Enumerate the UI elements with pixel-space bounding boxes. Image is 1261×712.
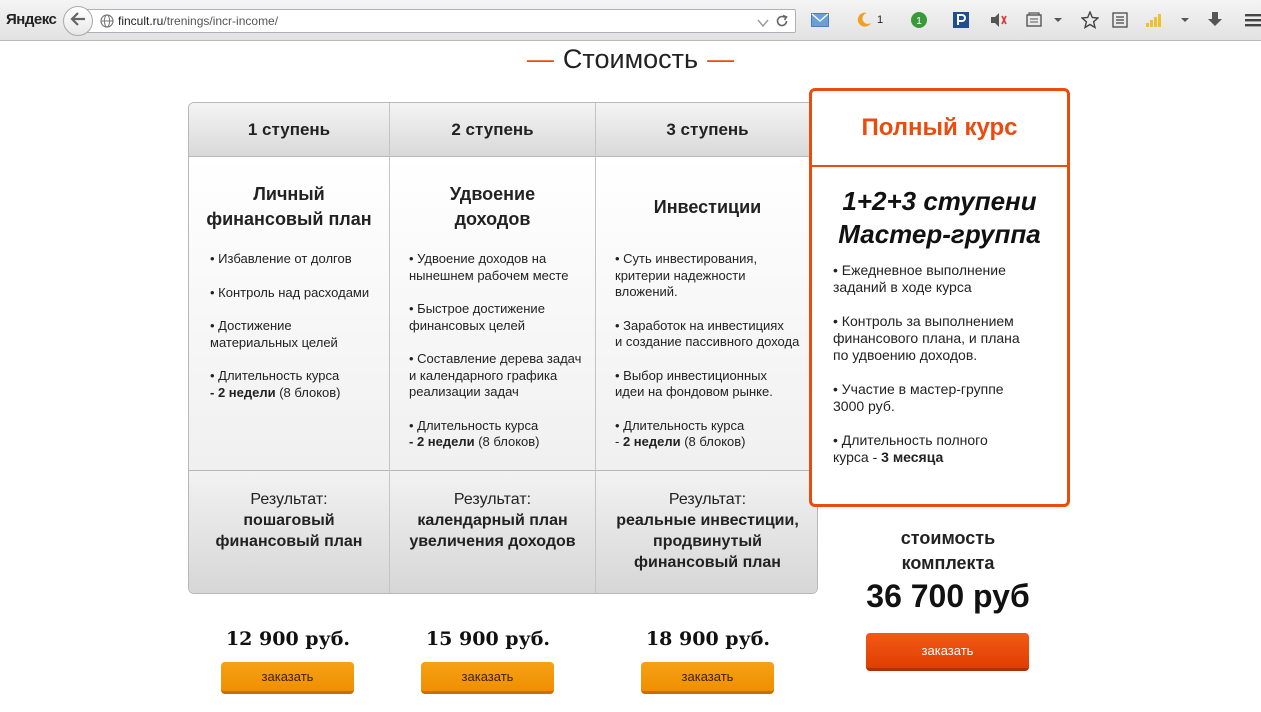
step-column [390, 103, 596, 593]
step-header: 3 ступень [596, 103, 818, 157]
bundle-price: 36 700 руб [866, 578, 1030, 614]
full-course-title: Полный курс [812, 91, 1067, 167]
list-item: • Ежедневное выполнение заданий в ходе курса [833, 262, 1006, 295]
step-body [189, 157, 389, 471]
moon-icon[interactable]: 1 [855, 10, 883, 30]
duration-item: • Длительность полного курса - 3 месяца [833, 432, 988, 465]
step-price: 12 900 руб. [225, 628, 351, 650]
mail-icon[interactable] [811, 10, 829, 30]
address-bar[interactable] [80, 9, 796, 33]
speaker-icon[interactable] [989, 10, 1007, 30]
order-step-2-button[interactable]: заказать [421, 662, 554, 694]
reload-icon[interactable] [775, 14, 789, 33]
duration-item: • Длительность курса - 2 недели (8 блоков) [210, 368, 341, 400]
reader-icon[interactable] [1112, 10, 1128, 30]
step-result: Результат: пошаговый финансовый план [189, 471, 389, 594]
order-step-3-button[interactable]: заказать [641, 662, 774, 694]
list-item: • Быстрое достижение финансовых целей [409, 301, 545, 333]
step-header: 2 ступень [390, 103, 595, 157]
step-title: Удвоение доходов [449, 184, 536, 229]
step-title: Личный финансовый план [206, 184, 372, 229]
list-item: • Избавление от долгов [210, 251, 352, 266]
step-body [390, 157, 595, 471]
star-icon[interactable] [1081, 10, 1099, 30]
step-column [596, 103, 818, 593]
browser-brand-logo[interactable]: Яндекс [6, 11, 57, 28]
step-bullets [615, 251, 799, 451]
list-item: • Составление дерева задач и календарного графика реализации задач [409, 351, 582, 399]
order-step-1-button[interactable]: заказать [221, 662, 354, 694]
menu-icon[interactable] [1245, 10, 1261, 30]
full-course-card [809, 88, 1070, 507]
download-icon[interactable] [1207, 10, 1223, 30]
list-item: • Контроль над расходами [210, 284, 370, 300]
list-item: • Удвоение доходов на нынешнем рабочем месте [409, 251, 569, 283]
list-item: • Достижение материальных целей [210, 318, 338, 350]
step-bullets [409, 251, 581, 451]
dropdown-arrow-icon[interactable] [757, 15, 769, 33]
step-column [189, 103, 390, 593]
steps-table [188, 102, 818, 594]
step-bullets [210, 251, 369, 401]
url-text[interactable]: fincult.ru/trenings/incr-income/ [118, 14, 279, 28]
list-item: • Заработок на инвестициях и создание пассивного дохода [615, 317, 800, 349]
list-item: • Суть инвестирования, критерии надежности вложений. [615, 251, 758, 299]
bundle-price-label: стоимость комплекта [900, 528, 996, 573]
step-header: 1 ступень [189, 103, 389, 157]
order-full-course-button[interactable]: заказать [866, 633, 1029, 671]
step-price: 15 900 руб. [425, 628, 551, 650]
back-button[interactable] [63, 6, 93, 36]
duration-item: • Длительность курса - 2 недели (8 блоков) [409, 417, 540, 449]
badge-count: 1 [916, 16, 922, 27]
dropdown-arrow-icon[interactable] [1053, 10, 1063, 30]
step-result: Результат: реальные инвестиции, продвинутый финансовый план [596, 471, 818, 594]
list-item: • Участие в мастер-группе 3000 руб. [833, 381, 1004, 414]
step-title: Инвестиции [653, 197, 762, 217]
screenshot-icon[interactable] [1026, 10, 1042, 30]
globe-icon [100, 14, 114, 33]
full-course-bullets [833, 262, 1061, 483]
back-arrow-icon [70, 12, 86, 31]
list-item: • Контроль за выполнением финансового плана, и плана по удвоению доходов. [833, 313, 1020, 363]
page-title: — Стоимость — [526, 44, 735, 74]
step-body [596, 157, 818, 471]
full-course-subtitle: 1+2+3 ступени Мастер-группа [838, 186, 1041, 249]
signal-bars-icon[interactable] [1145, 10, 1163, 30]
step-price: 18 900 руб. [645, 628, 771, 650]
dropdown-arrow-icon[interactable] [1180, 10, 1190, 30]
green-badge-icon[interactable] [910, 10, 928, 30]
browser-toolbar [0, 0, 1261, 41]
list-item: • Выбор инвестиционных идеи на фондовом рынке. [615, 367, 773, 399]
step-result: Результат: календарный план увеличения доходов [390, 471, 595, 594]
duration-item: • Длительность курса - 2 недели (8 блоков) [615, 417, 746, 449]
p-square-icon[interactable] [952, 10, 970, 30]
